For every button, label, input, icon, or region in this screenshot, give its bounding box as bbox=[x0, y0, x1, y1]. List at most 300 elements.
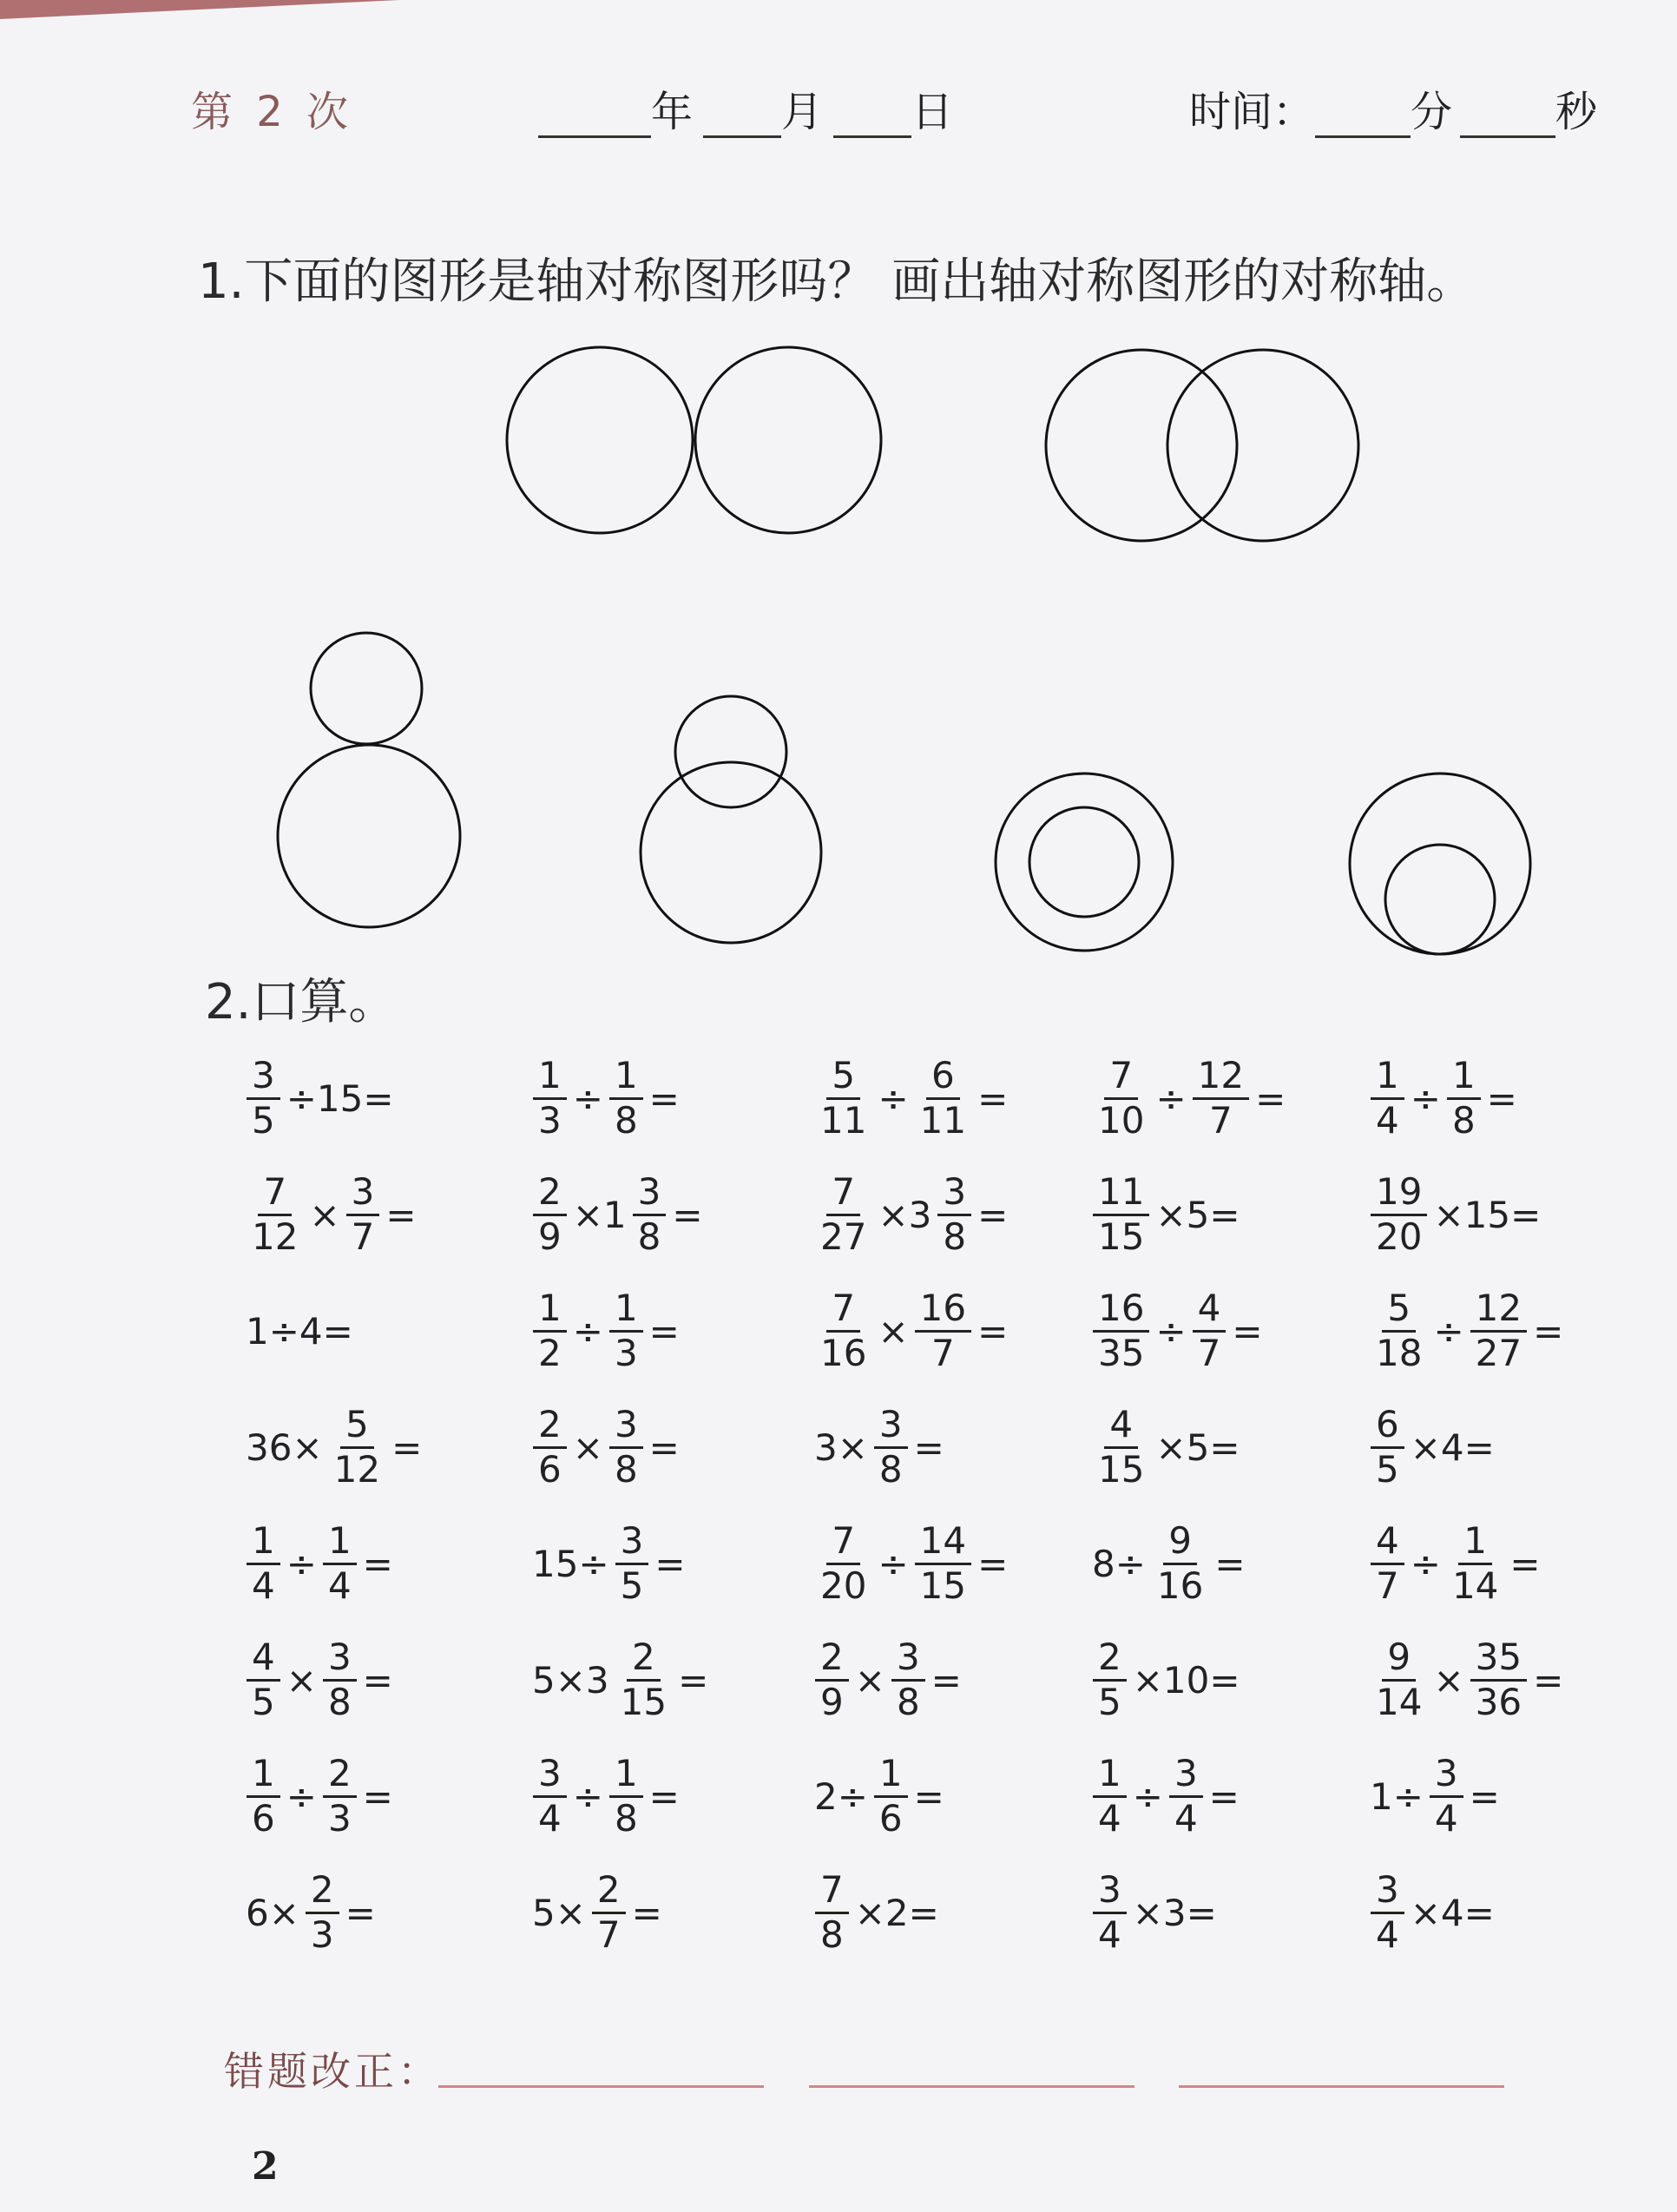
fraction bbox=[1371, 1868, 1404, 1956]
numerator: 1 bbox=[247, 1522, 280, 1564]
figure-stacked-circles[interactable] bbox=[278, 633, 460, 927]
fraction bbox=[533, 1289, 567, 1372]
numerator: 3 bbox=[1169, 1754, 1203, 1797]
numerator: 16 bbox=[915, 1289, 971, 1332]
fraction bbox=[1447, 1519, 1503, 1607]
expression-text: × bbox=[572, 1425, 603, 1469]
numerator: 2 bbox=[627, 1638, 661, 1681]
fraction bbox=[1371, 1403, 1404, 1491]
page-number: 2 bbox=[252, 2144, 279, 2189]
expression-text: = bbox=[1469, 1774, 1500, 1818]
denominator: 8 bbox=[637, 1215, 661, 1258]
numerator: 35 bbox=[1470, 1638, 1527, 1681]
expression-text: = bbox=[385, 1193, 417, 1236]
numerator: 4 bbox=[1371, 1522, 1404, 1564]
fraction bbox=[615, 1638, 672, 1721]
expression-text: = bbox=[1533, 1658, 1564, 1702]
denominator: 6 bbox=[878, 1796, 903, 1840]
numerator: 7 bbox=[826, 1289, 860, 1332]
numerator: 2 bbox=[533, 1406, 567, 1448]
numerator: 1 bbox=[1371, 1057, 1404, 1099]
fraction bbox=[533, 1752, 567, 1840]
numerator: 1 bbox=[1458, 1522, 1492, 1564]
fraction bbox=[815, 1519, 871, 1607]
problem-r7-c3[interactable] bbox=[812, 1748, 947, 1844]
denominator: 7 bbox=[1376, 1564, 1399, 1607]
fraction bbox=[915, 1054, 971, 1142]
expression-text: ÷ bbox=[1155, 1076, 1187, 1120]
fraction bbox=[609, 1403, 643, 1491]
expression-text: = bbox=[678, 1658, 709, 1702]
denominator: 9 bbox=[538, 1215, 562, 1258]
fraction bbox=[815, 1868, 849, 1956]
expression-text: 3× bbox=[814, 1425, 868, 1469]
expression-text: ÷ bbox=[572, 1309, 603, 1353]
fraction bbox=[247, 1054, 280, 1142]
correction-label: 错题改正： bbox=[224, 2048, 441, 2095]
expression-text: ÷ bbox=[878, 1542, 909, 1585]
problem-r3-c5[interactable] bbox=[1367, 1283, 1566, 1379]
numerator: 2 bbox=[323, 1754, 357, 1797]
fraction bbox=[247, 1170, 303, 1258]
second-field[interactable]: 秒 bbox=[1460, 78, 1597, 138]
numerator: 3 bbox=[609, 1406, 643, 1448]
expression-text: = bbox=[362, 1658, 393, 1702]
fraction bbox=[1193, 1289, 1227, 1372]
numerator: 1 bbox=[247, 1754, 280, 1797]
denominator: 7 bbox=[1209, 1098, 1233, 1142]
figure-internally-tangent-circles[interactable] bbox=[1350, 774, 1530, 954]
denominator: 4 bbox=[538, 1796, 562, 1840]
denominator: 8 bbox=[614, 1098, 638, 1142]
figure-intersecting-small-large-circles[interactable] bbox=[641, 696, 821, 943]
problem-r8-c1[interactable] bbox=[243, 1865, 378, 1960]
problem-r2-c5[interactable] bbox=[1367, 1167, 1543, 1262]
numerator: 1 bbox=[609, 1289, 643, 1332]
numerator: 3 bbox=[323, 1638, 357, 1681]
fraction bbox=[533, 1170, 567, 1258]
numerator: 3 bbox=[247, 1057, 280, 1099]
denominator: 3 bbox=[327, 1796, 352, 1840]
denominator: 6 bbox=[252, 1796, 275, 1840]
numerator: 4 bbox=[1193, 1289, 1227, 1332]
expression-text: = bbox=[1255, 1076, 1286, 1120]
fraction bbox=[1430, 1752, 1463, 1840]
problem-r7-c4[interactable] bbox=[1089, 1748, 1242, 1844]
expression-text: = bbox=[977, 1076, 1009, 1120]
denominator: 5 bbox=[1376, 1447, 1399, 1491]
denominator: 4 bbox=[1098, 1796, 1121, 1840]
numerator: 1 bbox=[1093, 1754, 1127, 1797]
denominator: 16 bbox=[820, 1331, 867, 1374]
denominator: 2 bbox=[538, 1331, 562, 1374]
expression-text: 8÷ bbox=[1092, 1542, 1146, 1585]
denominator: 8 bbox=[614, 1796, 638, 1840]
numerator: 3 bbox=[874, 1406, 908, 1448]
problem-r1-c1[interactable] bbox=[243, 1050, 397, 1146]
expression-text: ×4= bbox=[1410, 1891, 1495, 1934]
denominator: 27 bbox=[1475, 1331, 1522, 1374]
denominator: 20 bbox=[1376, 1215, 1423, 1258]
numerator: 1 bbox=[609, 1754, 643, 1797]
numerator: 4 bbox=[1104, 1406, 1138, 1448]
problem-r4-c1[interactable] bbox=[243, 1399, 424, 1495]
fraction bbox=[815, 1170, 871, 1258]
numerator: 3 bbox=[1371, 1871, 1404, 1913]
fraction bbox=[915, 1519, 971, 1607]
fraction bbox=[1193, 1054, 1249, 1142]
numerator: 2 bbox=[1093, 1638, 1127, 1681]
fraction bbox=[1169, 1752, 1203, 1840]
denominator: 4 bbox=[1376, 1912, 1399, 1956]
numerator: 1 bbox=[533, 1289, 567, 1332]
denominator: 5 bbox=[252, 1098, 275, 1142]
problem-r6-c2[interactable] bbox=[529, 1632, 711, 1728]
problem-r1-c5[interactable] bbox=[1367, 1050, 1520, 1146]
denominator: 15 bbox=[620, 1680, 668, 1723]
fraction bbox=[1371, 1054, 1404, 1142]
expression-text: 2÷ bbox=[814, 1774, 868, 1818]
denominator: 11 bbox=[919, 1098, 967, 1142]
denominator: 3 bbox=[310, 1912, 334, 1956]
fraction bbox=[609, 1054, 643, 1142]
numerator: 1 bbox=[609, 1057, 643, 1099]
expression-text: = bbox=[1509, 1542, 1541, 1585]
denominator: 6 bbox=[538, 1447, 562, 1491]
expression-text: ÷ bbox=[572, 1076, 603, 1120]
expression-text: = bbox=[1208, 1774, 1240, 1818]
expression-text: = bbox=[672, 1193, 703, 1236]
fraction bbox=[815, 1638, 849, 1721]
fraction bbox=[609, 1752, 643, 1840]
expression-text: = bbox=[631, 1891, 662, 1934]
expression-text: = bbox=[362, 1542, 393, 1585]
fraction bbox=[1093, 1403, 1149, 1491]
expression-text: ÷15= bbox=[286, 1076, 394, 1120]
numerator: 7 bbox=[826, 1522, 860, 1564]
fraction bbox=[1371, 1519, 1404, 1607]
numerator: 7 bbox=[258, 1173, 292, 1215]
fraction bbox=[1093, 1289, 1149, 1372]
expression-text: = bbox=[1533, 1309, 1564, 1353]
fraction bbox=[329, 1403, 385, 1491]
denominator: 27 bbox=[820, 1215, 867, 1258]
expression-text: × bbox=[854, 1658, 885, 1702]
numerator: 7 bbox=[1104, 1057, 1138, 1099]
fraction bbox=[247, 1519, 280, 1607]
fraction bbox=[247, 1752, 280, 1840]
problem-r7-c2[interactable] bbox=[529, 1748, 682, 1844]
fraction bbox=[1371, 1638, 1427, 1721]
numerator: 2 bbox=[592, 1871, 626, 1913]
numerator: 1 bbox=[533, 1057, 567, 1099]
problem-r8-c2[interactable] bbox=[529, 1865, 665, 1960]
problem-r2-c3[interactable] bbox=[812, 1167, 1010, 1262]
denominator: 4 bbox=[1098, 1912, 1121, 1956]
denominator: 12 bbox=[252, 1215, 299, 1258]
problem-r5-c4[interactable] bbox=[1089, 1516, 1248, 1611]
numerator: 3 bbox=[1093, 1871, 1127, 1913]
problem-r8-c5[interactable] bbox=[1367, 1865, 1497, 1960]
expression-text: = bbox=[977, 1193, 1009, 1236]
fraction bbox=[874, 1752, 908, 1840]
problem-r6-c4[interactable] bbox=[1089, 1632, 1243, 1728]
numerator: 1 bbox=[874, 1754, 908, 1797]
expression-text: = bbox=[913, 1425, 944, 1469]
expression-text: = bbox=[648, 1076, 680, 1120]
expression-text: ÷ bbox=[286, 1542, 317, 1585]
expression-text: × bbox=[286, 1658, 317, 1702]
fraction bbox=[1093, 1752, 1127, 1840]
denominator: 8 bbox=[820, 1912, 844, 1956]
problem-r4-c5[interactable] bbox=[1367, 1399, 1497, 1495]
mental-math-grid bbox=[234, 1050, 1564, 1988]
expression-text: = bbox=[1486, 1076, 1517, 1120]
fraction bbox=[306, 1868, 339, 1956]
numerator: 19 bbox=[1371, 1173, 1427, 1215]
numerator: 11 bbox=[1093, 1173, 1149, 1215]
expression-text: 15÷ bbox=[532, 1542, 609, 1585]
question-1-title: 1.下面的图形是轴对称图形吗？ 画出轴对称图形的对称轴。 bbox=[198, 253, 1476, 310]
denominator: 4 bbox=[1434, 1796, 1458, 1840]
fraction bbox=[815, 1054, 871, 1142]
denominator: 8 bbox=[943, 1215, 967, 1258]
fraction bbox=[533, 1403, 567, 1491]
fraction bbox=[1371, 1289, 1427, 1372]
expression-text: = bbox=[654, 1542, 686, 1585]
fraction bbox=[633, 1170, 667, 1258]
problem-r6-c1[interactable] bbox=[243, 1632, 396, 1728]
denominator: 11 bbox=[820, 1098, 867, 1142]
denominator: 8 bbox=[327, 1680, 352, 1723]
denominator: 8 bbox=[896, 1680, 920, 1723]
fraction bbox=[874, 1403, 908, 1491]
fraction bbox=[323, 1752, 357, 1840]
problem-r5-c5[interactable] bbox=[1367, 1516, 1543, 1611]
numerator: 5 bbox=[1382, 1289, 1416, 1332]
denominator: 3 bbox=[614, 1331, 638, 1374]
expression-text: ×2= bbox=[854, 1891, 939, 1934]
expression-text: ÷ bbox=[1155, 1309, 1187, 1353]
correction-line-1[interactable] bbox=[438, 2085, 764, 2088]
denominator: 9 bbox=[820, 1680, 844, 1723]
denominator: 5 bbox=[252, 1680, 275, 1723]
expression-text: = bbox=[1232, 1309, 1263, 1353]
numerator: 3 bbox=[346, 1173, 380, 1215]
problem-r1-c3[interactable] bbox=[812, 1050, 1010, 1146]
expression-text: ×1 bbox=[572, 1193, 627, 1236]
fraction bbox=[533, 1054, 567, 1142]
denominator: 20 bbox=[820, 1564, 867, 1607]
fraction bbox=[592, 1868, 626, 1956]
expression-text: ×4= bbox=[1410, 1425, 1495, 1469]
problem-r3-c2[interactable] bbox=[529, 1283, 682, 1379]
figure-overlapping-circles[interactable] bbox=[1046, 350, 1358, 541]
denominator: 12 bbox=[333, 1447, 381, 1491]
expression-text: ×3= bbox=[1132, 1891, 1217, 1934]
problem-r8-c3[interactable] bbox=[812, 1865, 942, 1960]
year-field[interactable]: 年 bbox=[538, 78, 693, 138]
fraction bbox=[323, 1638, 357, 1721]
expression-text: 6× bbox=[246, 1891, 299, 1934]
denominator: 4 bbox=[1174, 1796, 1198, 1840]
expression-text: ÷ bbox=[878, 1076, 909, 1120]
expression-text: 36× bbox=[246, 1425, 323, 1469]
numerator: 2 bbox=[533, 1173, 567, 1215]
expression-text: = bbox=[1214, 1542, 1246, 1585]
fraction bbox=[323, 1519, 357, 1607]
fraction bbox=[937, 1170, 971, 1258]
fraction bbox=[247, 1638, 280, 1721]
problem-r3-c3[interactable] bbox=[812, 1283, 1010, 1379]
problem-r3-c1[interactable] bbox=[243, 1283, 356, 1379]
numerator: 9 bbox=[1163, 1522, 1197, 1564]
numerator: 1 bbox=[1447, 1057, 1481, 1099]
expression-text: 1÷4= bbox=[246, 1309, 353, 1353]
numerator: 12 bbox=[1470, 1289, 1527, 1332]
expression-text: ÷ bbox=[1132, 1774, 1163, 1818]
denominator: 14 bbox=[1376, 1680, 1423, 1723]
expression-text: = bbox=[391, 1425, 423, 1469]
problem-r3-c4[interactable] bbox=[1089, 1283, 1266, 1379]
numerator: 1 bbox=[323, 1522, 357, 1564]
denominator: 4 bbox=[327, 1564, 352, 1607]
denominator: 7 bbox=[596, 1912, 621, 1956]
expression-text: ×15= bbox=[1433, 1193, 1542, 1236]
fraction bbox=[1093, 1638, 1127, 1721]
numerator: 6 bbox=[1371, 1406, 1404, 1448]
expression-text: = bbox=[977, 1309, 1009, 1353]
problem-r2-c1[interactable] bbox=[243, 1167, 419, 1262]
problem-r6-c3[interactable] bbox=[812, 1632, 964, 1728]
numerator: 7 bbox=[815, 1871, 849, 1913]
expression-text: × bbox=[878, 1309, 909, 1353]
correction-line-3[interactable] bbox=[1179, 2085, 1504, 2088]
problem-r6-c5[interactable] bbox=[1367, 1632, 1566, 1728]
problem-r4-c3[interactable] bbox=[812, 1399, 947, 1495]
fraction bbox=[1470, 1289, 1527, 1372]
problem-r5-c2[interactable] bbox=[529, 1516, 688, 1611]
expression-text: = bbox=[931, 1658, 962, 1702]
denominator: 7 bbox=[931, 1331, 955, 1374]
problem-r1-c4[interactable] bbox=[1089, 1050, 1288, 1146]
numerator: 3 bbox=[633, 1173, 667, 1215]
problem-r7-c1[interactable] bbox=[243, 1748, 396, 1844]
figure-two-tangent-circles[interactable] bbox=[507, 347, 881, 533]
expression-text: ÷ bbox=[1410, 1542, 1441, 1585]
denominator: 7 bbox=[1197, 1331, 1221, 1374]
fraction bbox=[609, 1289, 643, 1372]
expression-text: ×10= bbox=[1132, 1658, 1240, 1702]
denominator: 8 bbox=[878, 1447, 903, 1491]
problem-r2-c2[interactable] bbox=[529, 1167, 706, 1262]
denominator: 15 bbox=[1098, 1447, 1145, 1491]
circle-figures bbox=[0, 0, 1677, 972]
expression-text: ÷ bbox=[1410, 1076, 1441, 1120]
fraction bbox=[1093, 1170, 1149, 1258]
problem-r5-c1[interactable] bbox=[243, 1516, 396, 1611]
expression-text: ×3 bbox=[878, 1193, 932, 1236]
problem-r2-c4[interactable] bbox=[1089, 1167, 1243, 1262]
numerator: 3 bbox=[937, 1173, 971, 1215]
problem-r4-c2[interactable] bbox=[529, 1399, 682, 1495]
numerator: 6 bbox=[926, 1057, 960, 1099]
expression-text: = bbox=[648, 1425, 680, 1469]
numerator: 12 bbox=[1193, 1057, 1249, 1099]
fraction bbox=[891, 1638, 925, 1721]
expression-text: × bbox=[1433, 1658, 1464, 1702]
denominator: 5 bbox=[620, 1564, 644, 1607]
expression-text: = bbox=[648, 1309, 680, 1353]
problem-r8-c4[interactable] bbox=[1089, 1865, 1220, 1960]
problem-r5-c3[interactable] bbox=[812, 1516, 1010, 1611]
expression-text: = bbox=[648, 1774, 680, 1818]
numerator: 16 bbox=[1093, 1289, 1149, 1332]
fraction bbox=[1093, 1868, 1127, 1956]
denominator: 8 bbox=[1451, 1098, 1476, 1142]
expression-text: 1÷ bbox=[1370, 1774, 1424, 1818]
expression-text: = bbox=[345, 1891, 376, 1934]
time-label: 时间： bbox=[1189, 88, 1315, 136]
denominator: 35 bbox=[1098, 1331, 1145, 1374]
fraction bbox=[1447, 1054, 1481, 1142]
month-field[interactable]: 月 bbox=[703, 78, 823, 138]
fraction bbox=[815, 1289, 871, 1372]
denominator: 7 bbox=[351, 1215, 375, 1258]
expression-text: 5× bbox=[532, 1891, 586, 1934]
minute-field[interactable]: 分 bbox=[1315, 78, 1452, 138]
expression-text: ×5= bbox=[1155, 1425, 1240, 1469]
problem-r4-c4[interactable] bbox=[1089, 1399, 1243, 1495]
correction-line-2[interactable] bbox=[809, 2085, 1134, 2088]
fraction bbox=[1371, 1170, 1427, 1258]
denominator: 4 bbox=[252, 1564, 275, 1607]
expression-text: ×5= bbox=[1155, 1193, 1240, 1236]
fraction bbox=[1470, 1638, 1527, 1721]
numerator: 3 bbox=[615, 1522, 649, 1564]
numerator: 7 bbox=[826, 1173, 860, 1215]
expression-text: ÷ bbox=[572, 1774, 603, 1818]
numerator: 3 bbox=[891, 1638, 925, 1681]
expression-text: 5×3 bbox=[532, 1658, 609, 1702]
numerator: 9 bbox=[1382, 1638, 1416, 1681]
problem-r7-c5[interactable] bbox=[1367, 1748, 1503, 1844]
attempt-number: 第 2 次 bbox=[191, 88, 354, 136]
denominator: 18 bbox=[1376, 1331, 1423, 1374]
expression-text: × bbox=[309, 1193, 340, 1236]
numerator: 3 bbox=[533, 1754, 567, 1797]
numerator: 14 bbox=[915, 1522, 971, 1564]
numerator: 4 bbox=[247, 1638, 280, 1681]
denominator: 15 bbox=[1098, 1215, 1145, 1258]
denominator: 8 bbox=[614, 1447, 638, 1491]
question-2-title: 2.口算。 bbox=[205, 974, 398, 1030]
denominator: 36 bbox=[1475, 1680, 1522, 1723]
denominator: 3 bbox=[538, 1098, 562, 1142]
denominator: 4 bbox=[1376, 1098, 1399, 1142]
expression-text: = bbox=[362, 1774, 393, 1818]
figure-concentric-circles[interactable] bbox=[996, 774, 1173, 951]
fraction bbox=[1093, 1054, 1149, 1142]
fraction bbox=[1152, 1519, 1208, 1607]
problem-r1-c2[interactable] bbox=[529, 1050, 682, 1146]
denominator: 16 bbox=[1156, 1564, 1204, 1607]
numerator: 2 bbox=[815, 1638, 849, 1681]
day-field[interactable]: 日 bbox=[833, 78, 953, 138]
numerator: 2 bbox=[306, 1871, 339, 1913]
numerator: 5 bbox=[340, 1406, 374, 1448]
fraction bbox=[915, 1289, 971, 1372]
